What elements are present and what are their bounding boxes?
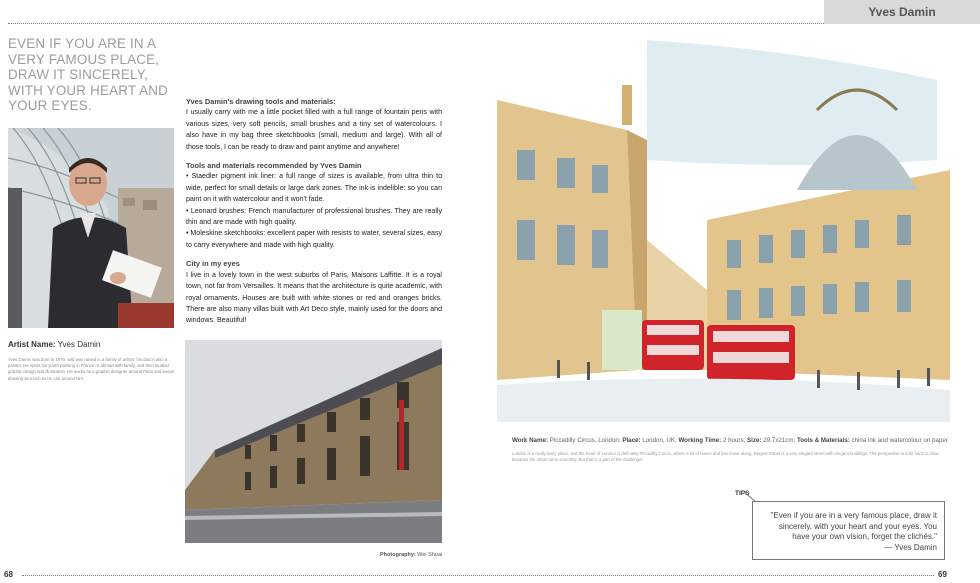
work-info-line: [512, 437, 952, 444]
section-title-tools: Yves Damin's drawing tools and materials:: [186, 97, 336, 106]
section-title-recommended: Tools and materials recommended by Yves Damin: [186, 161, 362, 171]
portrait-illustration: [8, 128, 174, 328]
tips-author: — Yves Damin: [884, 542, 937, 552]
artist-portrait-photo: [8, 128, 174, 328]
photo-credit-name: Wei Shuai: [417, 552, 443, 558]
section-text-city: I live in a lovely town in the west suburbs of Paris, Maisons Laffitte. It is a royal town, not far from Versailles. It means that the architecture is quite academic, with royal ornaments. Houses are built with white stones or red and oranges bricks. There are also many villas built with Art Deco style, mainly used for the doors and windows. Beautiful!: [186, 271, 442, 325]
artist-name-line: [8, 340, 100, 349]
work-place: London, UK;: [642, 437, 677, 444]
piccadilly-painting-illustration: [497, 40, 950, 422]
page-number-left: 68: [4, 570, 13, 579]
work-tools: china ink and watercolour on paper: [851, 437, 948, 444]
artist-name: Yves Damin: [57, 340, 101, 349]
section-title-city: City in my eyes: [186, 259, 240, 269]
building-illustration: [185, 340, 442, 543]
street-building-photo: [185, 340, 442, 543]
footer-rule: [22, 575, 934, 576]
work-name-label: Work Name:: [512, 437, 548, 444]
photo-credit-label: Photography:: [380, 552, 416, 558]
work-name: Piccadilly Circus, London;: [549, 437, 621, 444]
tips-label: TIPS: [735, 490, 750, 497]
header-rule: [8, 23, 824, 24]
work-description: London is a really lively place, and the heart of London is definitely Piccadilly Circus, where a lot of buses and taxi move along. Regent Street is a very elegant street with elegant buildings. The perspective is a bit hard to draw because the street turns smoothly. But that is a part of the challenge!: [512, 451, 939, 463]
work-place-label: Place:: [622, 437, 641, 444]
work-time: 2 hours;: [722, 437, 746, 444]
artist-tab: Yves Damin: [824, 0, 980, 24]
photo-credit: [380, 552, 442, 558]
page-number-right: 69: [938, 570, 947, 579]
pull-quote-headline: EVEN IF YOU ARE IN A VERY FAMOUS PLACE, DRAW IT SINCERELY, WITH YOUR HEART AND YOUR EYES.: [8, 36, 169, 114]
article-body: [186, 96, 442, 327]
work-tools-label: Tools & Materials:: [796, 437, 850, 444]
watercolour-painting: [497, 40, 950, 422]
work-size-label: Size:: [747, 437, 762, 444]
section-text-tools: I usually carry with me a little pocket filled with a full range of fountain pens with various sizes, very soft pencils, small brushes and a tiny set of watercolours. I also have in my bag three sketchbooks (small, medium and large). With all of those tools, I can be ready to draw and paint anytime and anywhere!: [186, 109, 442, 151]
tips-quote: "Even if you are in a very famous place, draw it sincerely, with your heart and your eyes. You have your own vision, forget the clichés.": [770, 511, 937, 542]
tips-box: [752, 501, 945, 560]
work-size: 29.7x21cm;: [763, 437, 796, 444]
work-time-label: Working Time:: [678, 437, 722, 444]
section-text-recommended: • Staedler pigment ink liner: a full range of sizes is available, from ultra thin to wide, perfect for small details or large dark zones. The ink is indelible: so you can paint on it with watercolour and it won't fade. • Leonard brushes: French manufacturer of professional brushes. They are really thin and are made with high quality. • Moleskine sketchbooks: excellent paper with resists to water, several sizes, easy to carry everywhere and made with high quality.: [186, 173, 442, 249]
artist-name-label: Artist Name:: [8, 340, 56, 349]
artist-bio: Yves Damin was born in 1970, and was raised in a family of artists: his dad is also a painter. He spent his youth painting in France or abroad with family, and then studied graphic design and illustration. He works as a graphic designer around Paris and keeps drawing as much as he can around him.: [8, 357, 175, 381]
